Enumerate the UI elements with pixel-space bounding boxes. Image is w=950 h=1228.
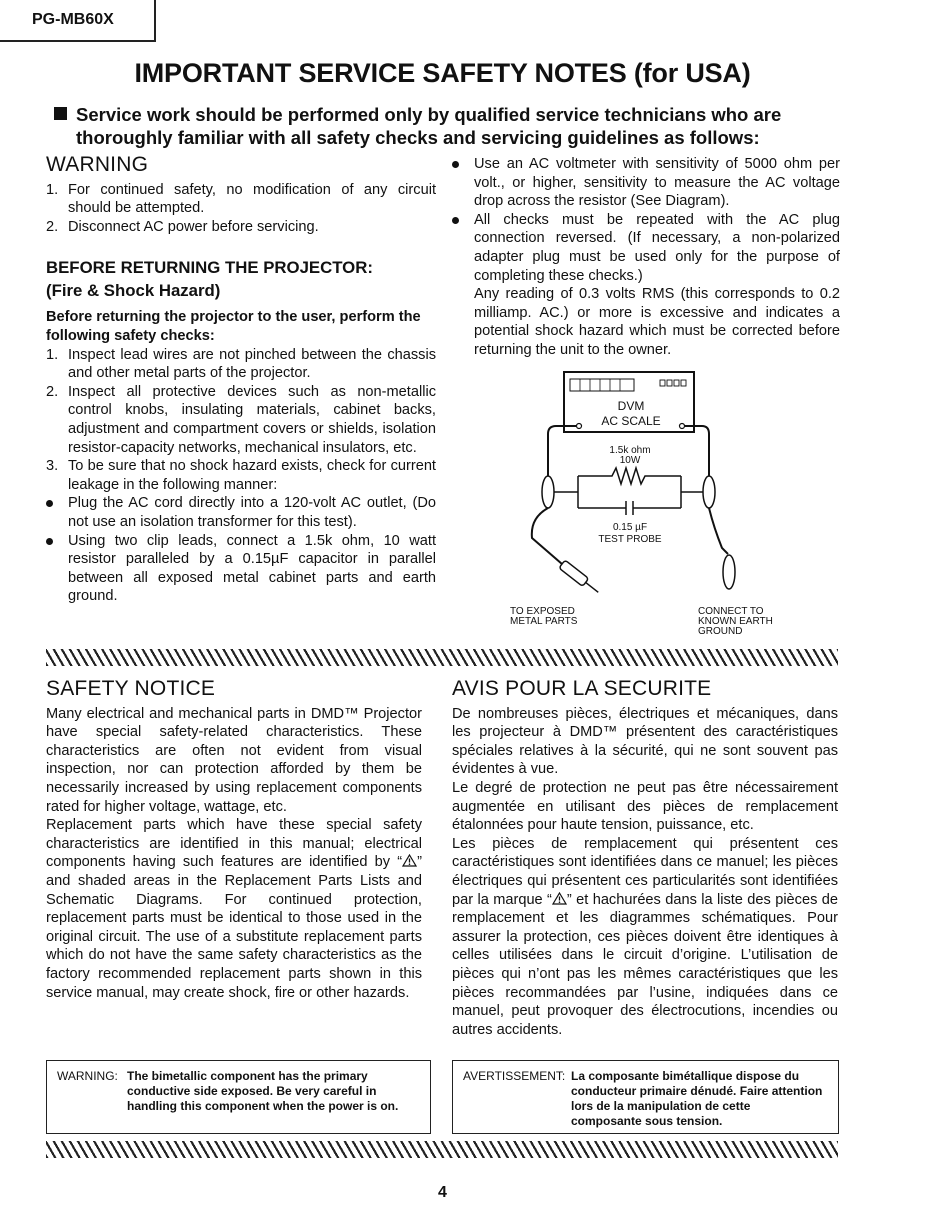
voltmeter-bullets: [452, 155, 840, 285]
square-bullet-icon: [54, 107, 67, 120]
page-title: IMPORTANT SERVICE SAFETY NOTES (for USA): [134, 58, 751, 88]
avis-paragraph-2: Le degré de protection ne peut pas être nécessairement augmentée en utilisant des pièces de remplacement étalonnées pour haute tension, puissance, etc.: [452, 779, 838, 834]
ac-scale-label: AC SCALE: [601, 414, 661, 428]
bullet-icon: [452, 161, 459, 168]
warning-triangle-icon: [402, 854, 417, 867]
bimetallic-warning-box: [46, 1060, 431, 1134]
avertissement-line: conducteur primaire dénudé. Faire attention: [571, 1084, 823, 1098]
avis-paragraph-1: De nombreuses pièces, électriques et mécaniques, dans les projecteur à DMD™ présentent des caractéristiques spéciales relatives à la sécurité, qui ne sont souvent pas évidentes à vue.: [452, 705, 838, 778]
capacitor-symbol: [578, 501, 681, 515]
left-column: [46, 153, 436, 606]
list-item: 2. Inspect all protective devices such as non-metallic control knobs, insulating materials, cabinet backs, adjustment and compartment covers or shields, isolation resistor-capacity networks, mechanical insulators, etc.: [46, 383, 436, 456]
before-returning-heading: BEFORE RETURNING THE PROJECTOR:: [46, 258, 373, 278]
warning-triangle-icon: [552, 892, 567, 905]
right-clip: [703, 476, 715, 508]
list-item: All checks must be repeated with the AC plug connection reversed. (If necessary, a non-polarized adapter plug must be used only for the purpose of completing these checks.): [452, 211, 840, 285]
earth-clip: [723, 555, 735, 589]
earth-ground-label-1: CONNECT TO: [698, 606, 764, 617]
list-item: 1. Inspect lead wires are not pinched between the chassis and other metal parts of the projector.: [46, 346, 436, 382]
avis-paragraph-3: Les pièces de remplacement qui présentent ces caractéristiques sont identifiées dans ce manuel; les pièces électriques qui présentent ces particularités sont identifiées par la marque “ ” et hachurées dans la liste des pièces de remplacement et les diagrammes schématiques. Pour assurer la protection, ces pièces doivent être identiques à celles utilisées dans le circuit d’origine. L’utilisation de pièces qui n’ont pas les mêmes caractéristiques que les pièces recommandées par l’usine, indiquées dans ce manuel, peut provoquer des électrocutions, incendies ou autres accidents.: [452, 835, 838, 1038]
hazard-subheading: (Fire & Shock Hazard): [46, 281, 221, 301]
exposed-metal-label-2: METAL PARTS: [510, 616, 578, 627]
leakage-check-bullets: [46, 494, 436, 606]
model-number: PG-MB60X: [32, 11, 114, 28]
intro-statement: [54, 103, 854, 149]
hatched-divider: [46, 1141, 838, 1158]
earth-ground-label-3: GROUND: [698, 626, 743, 637]
bullet-icon: [452, 217, 459, 224]
earth-ground-label-2: KNOWN EARTH: [698, 616, 773, 627]
resistor-symbol: [578, 468, 681, 484]
warning-box-line: handling this component when the power is on.: [127, 1099, 399, 1113]
hatched-divider: [46, 649, 838, 666]
avertissement-box: [452, 1060, 839, 1134]
avertissement-line: composante sous tension.: [571, 1114, 723, 1128]
warning-heading: WARNING: [46, 153, 149, 176]
safety-check-list: [46, 346, 436, 495]
bullet-icon: [46, 538, 53, 545]
list-item: 3. To be sure that no shock hazard exists, check for current leakage in the following manner:: [46, 458, 436, 493]
avis-securite-section: [452, 677, 838, 1039]
test-probe-label: TEST PROBE: [598, 534, 662, 545]
avertissement-label: AVERTISSEMENT:: [463, 1069, 566, 1083]
safety-notice-paragraph-1: Many electrical and mechanical parts in DMD™ Projector have special safety-related characteristics. These characteristics are often not evident from visual inspection, nor can protection afforded by them be necessarily increased by using replacement components rated for higher voltage, wattage, etc.: [46, 705, 422, 815]
capacitor-value-label: 0.15 µF: [612, 522, 648, 533]
model-tab: [0, 0, 156, 42]
list-item: Use an AC voltmeter with sensitivity of 5000 ohm per volt., or higher, sensitivity to measure the AC voltage drop across the resistor (See Diagram).: [452, 155, 840, 211]
warning-box-line: conductive side exposed. Be very careful in: [127, 1084, 377, 1098]
before-returning-lead: Before returning the projector to the user, perform the following safety checks:: [46, 309, 421, 344]
list-item: Using two clip leads, connect a 1.5k ohm, 10 watt resistor paralleled by a 0.15µF capacitor in parallel between all exposed metal cabinet parts and earth ground.: [46, 532, 436, 606]
intro-line-2: thoroughly familiar with all safety checks and servicing guidelines as follows:: [76, 127, 760, 148]
test-probe-icon: [559, 560, 601, 596]
leakage-test-diagram: [500, 368, 800, 640]
list-item: 1. For continued safety, no modification of any circuit should be attempted.: [46, 181, 436, 217]
page-number: 4: [438, 1184, 447, 1201]
resistor-watt-label: 10W: [619, 455, 641, 466]
safety-notice-heading: SAFETY NOTICE: [46, 677, 216, 700]
left-clip: [542, 476, 554, 508]
warning-box-line: The bimetallic component has the primary: [127, 1069, 368, 1083]
bullet-icon: [46, 500, 53, 507]
avertissement-line: lors de la manipulation de cette: [571, 1099, 751, 1113]
list-item: 2. Disconnect AC power before servicing.: [46, 218, 319, 235]
avis-heading: AVIS POUR LA SECURITE: [452, 677, 712, 700]
exposed-metal-label-1: TO EXPOSED: [510, 606, 575, 617]
safety-notice-section: [46, 677, 422, 1002]
dvm-label: DVM: [617, 399, 645, 413]
right-column: [452, 155, 840, 360]
reading-paragraph: Any reading of 0.3 volts RMS (this corresponds to 0.2 milliamp. AC.) or more is excessive and indicates a potential shock hazard which must be corrected before returning the unit to the owner.: [474, 286, 840, 358]
safety-notice-paragraph-2: Replacement parts which have these special safety characteristics are identified in this manual; electrical components having such features are identified by “ ” and shaded areas in the Replacement Parts Lists and Schematic Diagrams. For continued protection, replacement parts must be identical to those used in the original circuit. The use of a substitute replacement parts which do not have the same safety characteristics as the factory recommended replacement parts shown in this service manual, may create shock, fire or other hazards.: [46, 817, 422, 1001]
resistor-value-label: 1.5k ohm: [609, 445, 651, 456]
avertissement-line: La composante bimétallique dispose du: [571, 1069, 800, 1083]
warning-list: [46, 181, 436, 237]
warning-box-label: WARNING:: [57, 1069, 118, 1083]
intro-line-1: Service work should be performed only by qualified service technicians who are: [76, 104, 782, 125]
list-item: Plug the AC cord directly into a 120-volt AC outlet, (Do not use an isolation transformer for this test).: [46, 494, 436, 531]
